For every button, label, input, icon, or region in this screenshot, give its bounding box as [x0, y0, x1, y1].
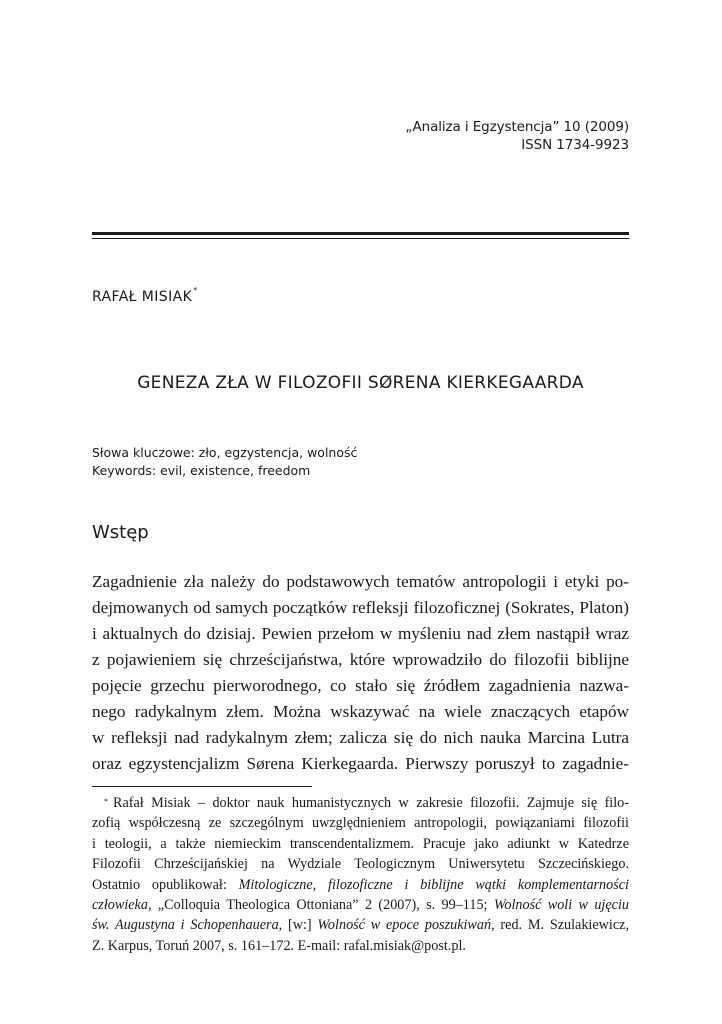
- journal-citation: „Analiza i Egzystencja” 10 (2009): [405, 119, 629, 135]
- author-name: [92, 286, 198, 305]
- body-paragraph: [92, 569, 629, 777]
- footnote-line: [92, 895, 629, 915]
- footnote-title-italic: Wolność w epoce poszukiwań: [317, 917, 492, 934]
- footnote-line: [92, 915, 629, 935]
- footnote-line: Z. Karpus, Toruń 2007, s. 161–172. E-mail: rafal.misiak@post.pl.: [92, 937, 466, 954]
- footnote-line: i teologii, a także niemieckim transcendentalizmem. Pracuje jako adiunkt w Katedrze: [92, 835, 629, 852]
- author-name-text: RAFAŁ MISIAK: [92, 289, 193, 305]
- journal-issn: ISSN 1734-9923: [521, 137, 629, 153]
- footnote-title-italic: Mitologiczne, filozoficzne i biblijne wątki komplementarności: [238, 876, 630, 893]
- section-heading: Wstęp: [92, 522, 149, 543]
- footnote-mark: *: [104, 797, 108, 806]
- footnote-text: Rafał Misiak – doktor nauk humanistycznych w zakresie filozofii. Zajmuje się filo-: [113, 795, 629, 811]
- footnote-line: [92, 793, 629, 813]
- journal-header: [405, 118, 629, 154]
- body-line: dejmowanych od samych początków refleksji filozoficznej (Sokrates, Platon): [92, 598, 629, 617]
- body-line: Zagadnienie zła należy do podstawowych tematów antropologii i etyki po-: [92, 572, 629, 591]
- header-rule-thin: [92, 238, 629, 239]
- footnote-title-italic: św. Augustyna i Schopenhauera: [92, 917, 279, 934]
- article-title: GENEZA ZŁA W FILOZOFII SØRENA KIERKEGAARDA: [137, 373, 584, 393]
- body-line: z pojawieniem się chrześcijaństwa, które wprowadziło do filozofii biblijne: [92, 650, 629, 669]
- body-line: oraz egzystencjalizm Sørena Kierkegaarda. Pierwszy poruszył to zagadnie-: [92, 754, 629, 773]
- keywords-block: [92, 444, 357, 480]
- footnote: [92, 793, 629, 956]
- body-line: nego radykalnym złem. Można wskazywać na wiele znaczących etapów: [92, 702, 629, 721]
- body-line: i aktualnych do dzisiaj. Pewien przełom w myśleniu nad złem nastąpił wraz: [92, 624, 629, 643]
- footnote-text: Ostatnio opublikował:: [92, 876, 239, 893]
- keywords-polish: Słowa kluczowe: zło, egzystencja, wolność: [92, 445, 358, 460]
- footnote-title-italic: człowieka: [92, 897, 148, 914]
- header-rule-thick: [92, 232, 629, 235]
- footnote-text: , „Colloquia Theologica Ottoniana” 2 (2007), s. 99–115;: [147, 897, 494, 914]
- footnote-title-italic: Wolność woli w ujęciu: [493, 897, 630, 914]
- footnote-line: [92, 875, 629, 895]
- keywords-english: Keywords: evil, existence, freedom: [92, 463, 311, 478]
- footnote-text: , [w:]: [278, 917, 318, 934]
- body-line: pojęcie grzechu pierworodnego, co stało się źródłem zagadnienia nazwa-: [92, 676, 629, 695]
- footnote-line: Filozofii Chrześcijańskiej na Wydziale Teologicznym Uniwersytetu Szczecińskiego.: [92, 856, 629, 873]
- footnote-text: , red. M. Szulakiewicz,: [491, 917, 629, 934]
- author-footnote-mark: *: [193, 286, 198, 295]
- footnote-rule: [92, 786, 312, 787]
- footnote-line: zofią współczesną ze szczególnym uwzględnieniem antropologii, powiązaniami filozofii: [92, 815, 629, 832]
- body-line: w refleksji nad radykalnym złem; zalicza się do nich nauka Marcina Lutra: [92, 728, 629, 747]
